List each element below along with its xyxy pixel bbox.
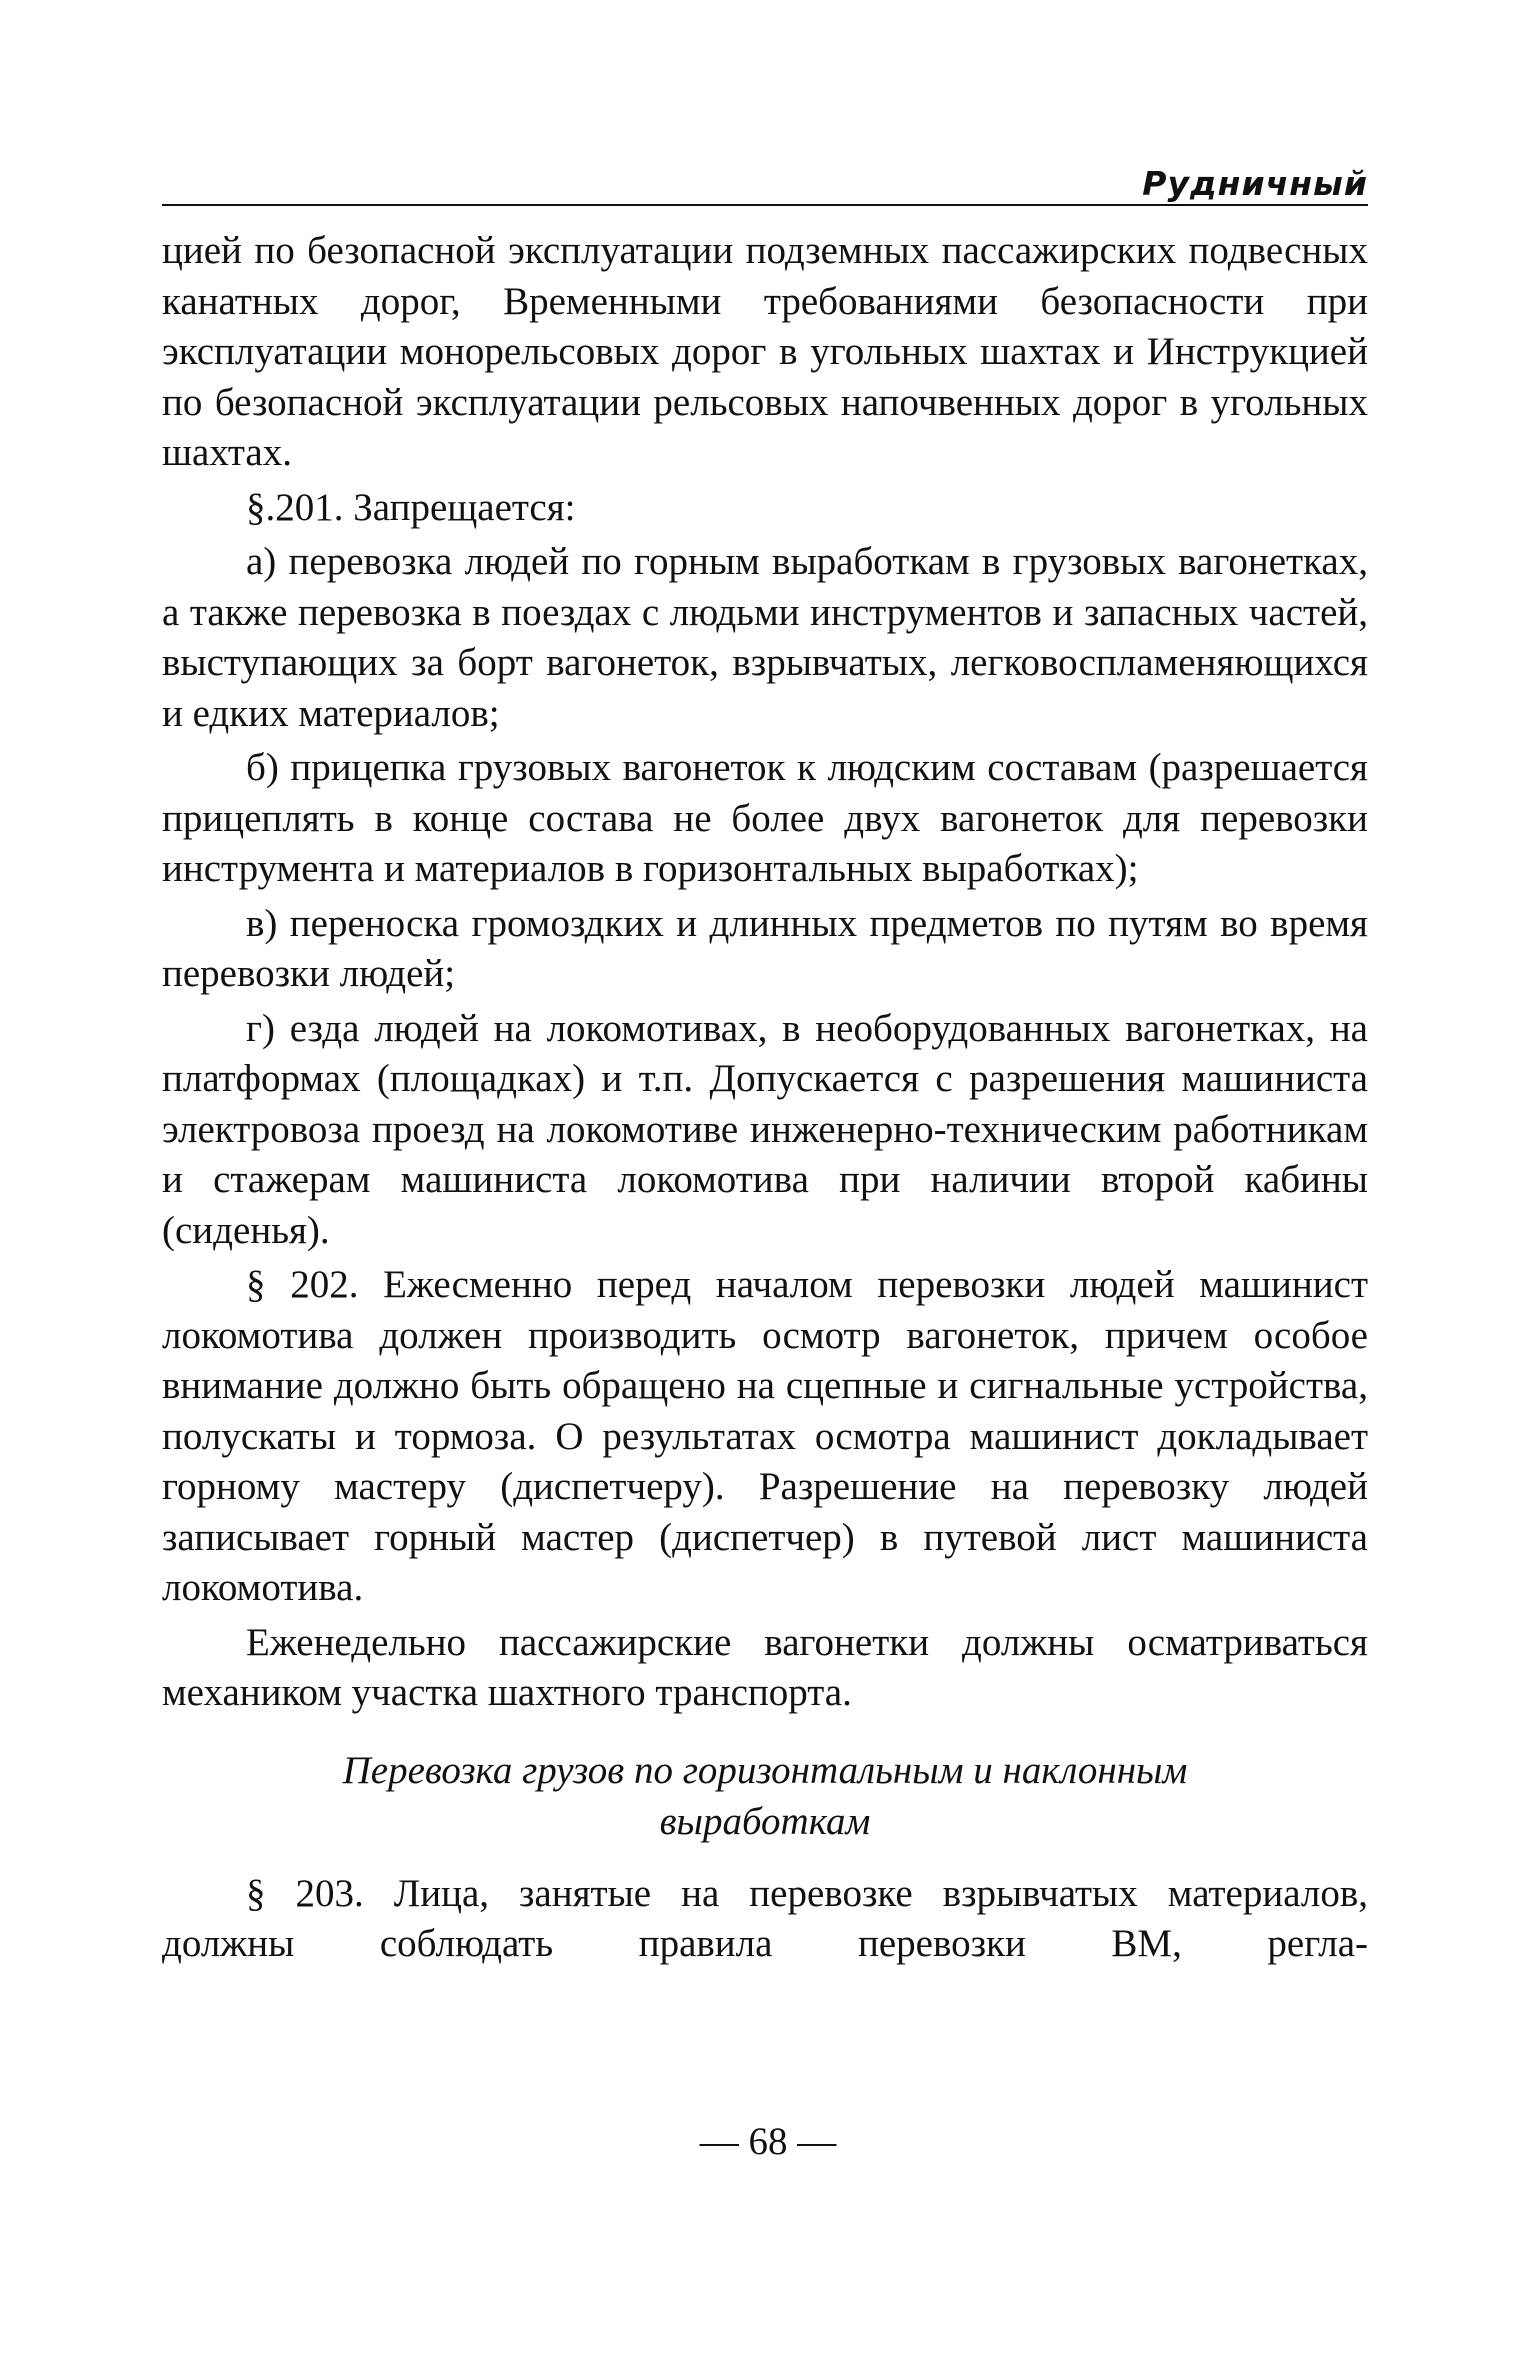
body-text <box>162 226 1368 1974</box>
section-heading-line-1: Перевозка грузов по горизонтальным и наклонным <box>342 1748 1188 1792</box>
section-heading-line-2: выработкам <box>659 1799 871 1843</box>
paragraph-item-b: б) прицепка грузовых вагонеток к людским составам (разрешается прицеплять в конце состава не более двух вагонеток для перевозки инструмента и материалов в горизонтальных выработках); <box>162 746 1368 890</box>
running-header <box>162 150 1368 206</box>
paragraph-item-a: а) перевозка людей по горным выработкам в грузовых вагонетках, а также перевозка в поездах с людьми инструментов и запасных частей, выступающих за борт вагонеток, взрывчатых, легковоспламеняющихся и едких материалов; <box>162 540 1368 735</box>
paragraph-section-203: § 203. Лица, занятые на перевозке взрывчатых материалов, должны соблюдать правила перевозки ВМ, регла- <box>162 1871 1368 1965</box>
paragraph-continuation: цией по безопасной эксплуатации подземных пассажирских подвесных канатных дорог, Временными требованиями безопасности при эксплуатации монорельсовых дорог в угольных шахтах и Инструкцией по безопасной эксплуатации рельсовых напочвенных дорог в угольных шахтах. <box>162 229 1368 474</box>
header-rule <box>162 204 1368 206</box>
page-number: — 68 — <box>699 2120 837 2163</box>
paragraph-item-v: в) переноска громоздких и длинных предметов по путям во время перевозки людей; <box>162 901 1368 995</box>
paragraph-section-201: §.201. Запрещается: <box>246 485 576 529</box>
paragraph-weekly-inspection: Еженедельно пассажирские вагонетки должны осматриваться механиком участка шахтного транспорта. <box>162 1620 1368 1714</box>
section-heading <box>162 1745 1368 1847</box>
paragraph-item-g: г) езда людей на локомотивах, в необорудованных вагонетках, на платформах (площадках) и т.п. Допускается с разрешения машиниста электровоза проезд на локомотиве инженерно-техническим работникам и стажерам машиниста локомотива при наличии второй кабины (сиденья). <box>162 1006 1368 1252</box>
paragraph-section-202: § 202. Ежесменно перед началом перевозки людей машинист локомотива должен производить осмотр вагонеток, причем особое внимание должно быть обращено на сцепные и сигнальные устройства, полускаты и тормоза. О результатах осмотра машинист докладывает горному мастеру (диспетчеру). Разрешение на перевозку людей записывает горный мастер (диспетчер) в путевой лист машиниста локомотива. <box>162 1263 1368 1609</box>
running-title: Рудничный <box>1132 167 1368 200</box>
